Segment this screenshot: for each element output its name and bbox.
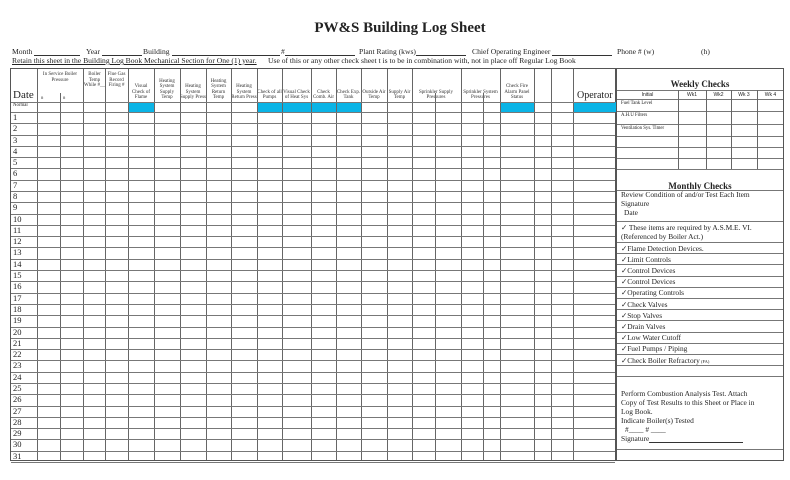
monthly-check-item: ✓Operating Controls (621, 288, 685, 298)
day-number: 22 (13, 349, 22, 360)
refractory-note: (FA) (699, 358, 710, 364)
col-visual-heat-sys: Visual Check of Heat Sys (283, 89, 310, 101)
day-number: 23 (13, 360, 22, 371)
monthly-checks-title: Monthly Checks (668, 181, 732, 191)
initial-header: Initial (641, 92, 654, 98)
grid-row-line (11, 202, 615, 203)
grid-row-line (11, 304, 615, 305)
grid-row-line (11, 327, 615, 328)
grid-row-line (11, 293, 615, 294)
monthly-check-item: ✓Flame Detection Devices. (621, 243, 704, 253)
combustion-signature[interactable]: Signature (621, 434, 743, 443)
weekly-item-ventilation: Ventilation Sys. Timer (621, 126, 665, 131)
monthly-check-item: ✓Check Valves (621, 299, 668, 309)
phone-h-label: (h) (701, 47, 710, 56)
grid-column-line (180, 69, 181, 460)
year-label: Year (86, 47, 142, 56)
day-number: 12 (13, 236, 22, 247)
grid-column-line (387, 69, 388, 460)
grid-row-line (11, 451, 615, 452)
highlight-cell (128, 102, 154, 112)
day-number: 5 (13, 157, 18, 168)
weekly-item-ahu-filters: A.H.U Filters (621, 113, 648, 118)
building-label: Building (143, 47, 280, 56)
col-boiler-pressure: In Service Boiler Pressure (42, 72, 78, 83)
grid-column-line (311, 69, 312, 460)
building-field[interactable] (172, 48, 280, 56)
phone-w-label: Phone # (w) (617, 47, 655, 56)
grid-row-line (11, 439, 615, 440)
day-number: 14 (13, 258, 22, 269)
day-number: 11 (13, 224, 22, 235)
grid-row-line (11, 112, 615, 113)
day-number: 9 (13, 202, 18, 213)
grid-row-line (11, 360, 615, 361)
chief-engineer-label: Chief Operating Engineer (472, 47, 612, 56)
day-number: 16 (13, 281, 22, 292)
grid-column-line (154, 69, 155, 460)
wk2-header: Wk2 (713, 92, 724, 98)
col-heat-return-temp: Heating System Return Temp (210, 78, 227, 101)
day-number: 15 (13, 270, 22, 281)
day-number: 8 (13, 191, 18, 202)
monthly-check-item: ✓Stop Valves (621, 310, 663, 320)
grid-row-line (11, 102, 615, 103)
monthly-check-item: ✓Check Boiler Refractory (FA) (621, 355, 710, 365)
monthly-check-item: ✓Drain Valves (621, 321, 666, 331)
day-number: 7 (13, 179, 18, 190)
grid-row-line (11, 180, 615, 181)
day-number: 13 (13, 247, 22, 258)
grid-row-line (11, 247, 615, 248)
wk3-header: Wk 3 (738, 92, 750, 98)
grid-row-line (11, 281, 615, 282)
grid-row-line (11, 157, 615, 158)
grid-row-line (11, 417, 615, 418)
sub-num-2: # (63, 95, 66, 100)
grid-row-line (11, 146, 615, 147)
day-number: 10 (13, 213, 22, 224)
day-number: 24 (13, 371, 22, 382)
monthly-check-item: ✓Limit Controls (621, 254, 671, 264)
col-boiler-temp: Boiler Temp While #__ (84, 72, 105, 89)
grid-column-line (83, 69, 84, 460)
monthly-check-item: ✓Fuel Pumps / Piping (621, 344, 688, 354)
day-number: 31 (13, 450, 22, 461)
grid-row-line (11, 338, 615, 339)
daily-log-table (10, 68, 616, 461)
plant-rating-label: Plant Rating (kws) (359, 47, 466, 56)
grid-row-line (11, 168, 615, 169)
col-comb-air: Check Comb. Air (312, 89, 335, 101)
grid-column-line (282, 69, 283, 460)
monthly-check-item: ✓Low Water Cutoff (621, 333, 681, 343)
col-visual-flame: Visual Check of Flame (131, 84, 151, 101)
grid-column-line (551, 69, 552, 460)
day-number: 19 (13, 315, 22, 326)
col-heat-return-press: Heating System Return Press (231, 84, 257, 101)
grid-row-line (11, 123, 615, 124)
monthly-check-item: ✓Control Devices (621, 277, 676, 287)
day-number: 18 (13, 303, 22, 314)
normal-row-label: Normal (13, 103, 28, 108)
retain-notice: Retain this sheet in the Building Log Book Mechanical Section for One (1) year. (12, 56, 257, 65)
col-sprinkler-supply: Sprinkler Supply Pressures (418, 89, 454, 101)
grid-column-line (461, 69, 462, 460)
grid-column-line (105, 69, 106, 460)
grid-row-line (11, 394, 615, 395)
checks-panel (616, 68, 784, 461)
grid-column-line (500, 69, 501, 460)
grid-row-line (11, 428, 615, 429)
grid-column-line (257, 69, 258, 460)
col-outside-air: Outside Air Temp (362, 89, 386, 101)
date-label: Date (624, 208, 638, 217)
day-number: 30 (13, 439, 22, 450)
day-number: 28 (13, 416, 22, 427)
day-number: 25 (13, 382, 22, 393)
wk4-header: Wk 4 (764, 92, 777, 98)
page-title: PW&S Building Log Sheet (314, 20, 486, 36)
day-number: 26 (13, 394, 22, 405)
boiler-numbers[interactable]: #____ # ____ (625, 425, 666, 434)
grid-row-line (11, 372, 615, 373)
grid-row-line (11, 315, 615, 316)
month-label: Month (12, 47, 80, 56)
review-text: Review Condition of and/or Test Each Item (621, 190, 750, 199)
grid-column-line (336, 69, 337, 460)
day-number: 2 (13, 123, 18, 134)
combustion-line-3: Log Book. (621, 407, 653, 416)
day-number: 21 (13, 337, 22, 348)
weekly-item-fuel-tank: Fuel Tank Level (621, 101, 653, 106)
grid-column-line (573, 69, 574, 460)
sub-num-1: # (41, 95, 44, 100)
monthly-check-item: ✓Control Devices (621, 265, 676, 275)
grid-row-line (11, 349, 615, 350)
asme-note: ✓ These items are required by A.S.M.E. VI. (621, 223, 752, 232)
col-heat-supply-temp: Heating System Supply Temp (159, 78, 175, 101)
grid-row-line (11, 259, 615, 260)
grid-row-line (11, 214, 615, 215)
year-field[interactable] (102, 48, 142, 56)
highlight-cell (500, 102, 534, 112)
weekly-checks-title: Weekly Checks (670, 79, 730, 89)
grid-row-line (11, 406, 615, 407)
day-number: 3 (13, 134, 18, 145)
grid-column-line (361, 69, 362, 460)
grid-column-line (534, 69, 535, 460)
col-flue-gas: Flue Gas Record Firing # (107, 72, 126, 89)
use-notice: Use of this or any other check sheet t is to be in combination with, not in place off Regular Log Book (268, 56, 576, 65)
month-field[interactable] (34, 48, 80, 56)
col-check-pumps: Check of all Pumps (257, 89, 282, 101)
number-label: # (281, 47, 355, 56)
grid-column-line (412, 69, 413, 460)
day-number: 27 (13, 405, 22, 416)
grid-column-line (128, 69, 129, 460)
grid-row-line (11, 462, 615, 463)
col-supply-air: Supply Air Temp (388, 89, 411, 101)
plant-rating-field[interactable] (416, 48, 466, 56)
signature-label: Signature (621, 199, 650, 208)
col-fire-alarm: Check Fire Alarm Panel Status (504, 84, 530, 101)
col-heat-supply-press: Heating System Supply Press (180, 84, 206, 101)
day-number: 6 (13, 168, 18, 179)
wk1-header: Wk1 (687, 92, 697, 98)
day-number: 17 (13, 292, 22, 303)
number-field[interactable] (285, 48, 355, 56)
col-sprinkler-system: Sprinkler System Pressures (463, 89, 498, 101)
grid-column-line (37, 69, 38, 460)
date-header: Date (13, 89, 34, 101)
combustion-line-2: Copy of Test Results to this Sheet or Place in (621, 398, 755, 407)
chief-engineer-field[interactable] (552, 48, 612, 56)
grid-row-line (11, 383, 615, 384)
highlight-cell (573, 102, 617, 112)
grid-column-line (206, 69, 207, 460)
grid-row-line (11, 270, 615, 271)
combustion-line-1: Perform Combustion Analysis Test. Attach (621, 389, 748, 398)
highlight-cell (257, 102, 361, 112)
combustion-line-4: Indicate Boiler(s) Tested (621, 416, 694, 425)
day-number: 20 (13, 326, 22, 337)
grid-column-line (231, 69, 232, 460)
col-exp-tank: Check Exp. Tank (336, 89, 361, 101)
grid-row-line (11, 225, 615, 226)
boiler-act-note: (Referenced by Boiler Act.) (621, 232, 704, 241)
day-number: 1 (13, 112, 18, 122)
day-number: 4 (13, 145, 18, 156)
grid-row-line (11, 236, 615, 237)
day-number: 29 (13, 428, 22, 439)
grid-row-line (11, 191, 615, 192)
operator-header: Operator (577, 90, 613, 101)
grid-row-line (11, 135, 615, 136)
